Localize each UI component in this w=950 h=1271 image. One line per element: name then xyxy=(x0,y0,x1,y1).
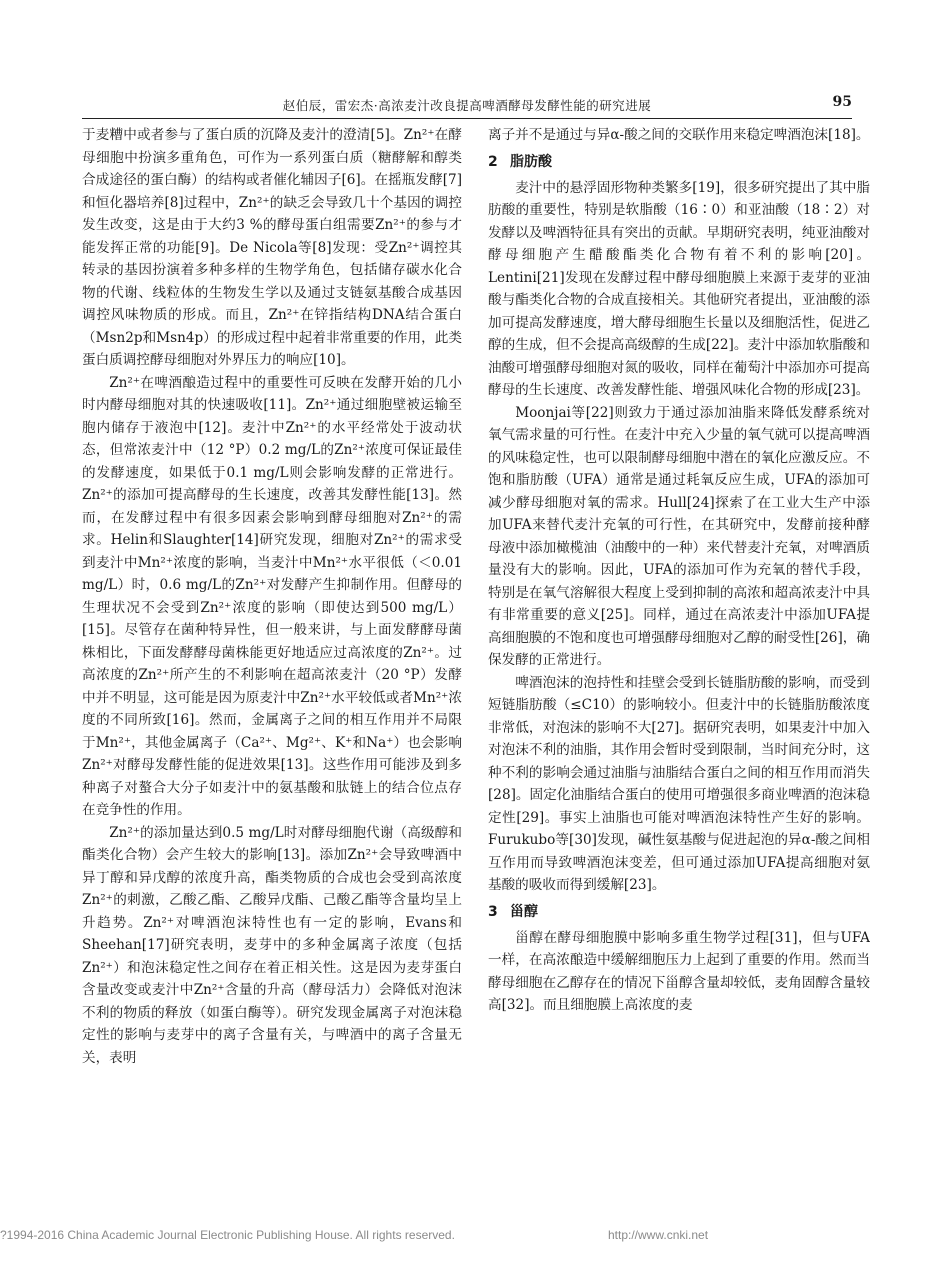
paragraph: 离子并不是通过与异α-酸之间的交联作用来稳定啤酒泡沫[18]。 xyxy=(488,127,870,143)
paragraph: Zn²⁺的添加量达到0.5 mg/L时对酵母细胞代谢（高级醇和酯类化合物）会产生较大的影响[13]。添加Zn²⁺会导致啤酒中异丁醇和异戊醇的浓度升高，酯类物质的合成也会受到高浓度Zn²⁺的刺激，乙酸乙酯、乙酸异戊酯、己酸乙酯等含量均呈上升趋势。Zn²⁺对啤酒泡沫特性也有一定的影响，Evans和Sheehan[17]研究表明，麦芽中的多种金属离子浓度（包括Zn²⁺）和泡沫稳定性之间存在着正相关性。这是因为麦芽蛋白含量改变或麦汁中Zn²⁺含量的升高（酵母活力）会降低对泡沫不利的物质的释放（如蛋白酶等）。研究发现金属离子对泡沫稳定性的影响与麦芽中的离子含量有关，与啤酒中的离子含量无关，表明 xyxy=(82,824,462,1066)
paragraph: Moonjai等[22]则致力于通过添加油脂来降低发酵系统对氧气需求量的可行性。在麦汁中充入少量的氧气就可以提高啤酒的风味稳定性，也可以限制酵母细胞中潜在的氧化应激反应。不饱和脂肪酸（UFA）通常是通过耗氧反应生成，UFA的添加可减少酵母细胞对氧的需求。Hull[24]探索了在工业大生产中添加UFA来替代麦汁充氧的可行性，在其研究中，发酵前接种酵母液中添加橄榄油（油酸中的一种）来代替麦汁充氧，对啤酒质量没有大的影响。因此，UFA的添加可作为充氧的替代手段，特别是在氧气溶解很大程度上受到抑制的高浓和超高浓麦汁中具有非常重要的意义[25]。同样，通过在高浓麦汁中添加UFA提高细胞膜的不饱和度也可增强酵母细胞对乙醇的耐受性[26]，确保发酵的正常进行。 xyxy=(488,404,870,668)
left-column xyxy=(82,124,462,1204)
footer-url: http://www.cnki.net xyxy=(608,1228,709,1242)
paragraph: 啤酒泡沫的泡持性和挂壁会受到长链脂肪酸的影响，而受到短链脂肪酸（≤C10）的影响较小。但麦汁中的长链脂肪酸浓度非常低，对泡沫的影响不大[27]。据研究表明，如果麦汁中加入对泡沫不利的油脂，其作用会暂时受到限制，当时间充分时，这种不利的影响会通过油脂与油脂结合蛋白之间的相互作用而消失[28]。固定化油脂结合蛋白的使用可增强很多商业啤酒的泡沫稳定性[29]。事实上油脂也可能对啤酒泡沫特性产生好的影响。Furukubo等[30]发现，碱性氨基酸与促进起泡的异α-酸之间相互作用而导致啤酒泡沫变差，但可通过添加UFA提高细胞对氨基酸的吸收而得到缓解[23]。 xyxy=(488,674,870,893)
paragraph: 麦汁中的悬浮固形物种类繁多[19]，很多研究提出了其中脂肪酸的重要性，特别是软脂酸（16∶0）和亚油酸（18∶2）对发酵以及啤酒特征具有突出的贡献。早期研究表明，纯亚油酸对酵母细胞产生醋酸酯类化合物有着不利的影响[20]。Lentini[21]发现在发酵过程中酵母细胞膜上来源于麦芽的亚油酸与酯类化合物的合成直接相关。其他研究者提出，亚油酸的添加可提高发酵速度，增大酵母细胞生长量以及细胞活性，促进乙醇的生成，但不会提高高级醇的生成[22]。麦汁中添加软脂酸和油酸可增强酵母细胞对氮的吸收，同样在葡萄汁中添加亦可提高酵母的生长速度、改善发酵性能、增强风味化合物的形成[23]。 xyxy=(488,179,870,398)
section-heading-sterols xyxy=(488,901,870,923)
copyright-notice: ?1994-2016 China Academic Journal Electronic Publishing House. All rights reserved. xyxy=(0,1228,455,1242)
section-title: 甾醇 xyxy=(510,903,538,920)
right-column xyxy=(488,124,870,1204)
section-number: 3 xyxy=(488,903,498,920)
page-number: 95 xyxy=(832,94,852,110)
paragraph: 于麦糟中或者参与了蛋白质的沉降及麦汁的澄清[5]。Zn²⁺在酵母细胞中扮演多重角色，可作为一系列蛋白质（糖酵解和醇类合成途径的蛋白酶）的结构或者催化辅因子[6]。在摇瓶发酵[7]和恒化器培养[8]过程中，Zn²⁺的缺乏会导致几十个基因的调控发生改变，这是由于大约3 %的酵母蛋白组需要Zn²⁺的参与才能发挥正常的功能[9]。De Nicola等[8]发现：受Zn²⁺调控其转录的基因扮演着多种多样的生物学角色，包括储存碳水化合物的代谢、线粒体的生物发生学以及通过支链氨基酸合成基因调控风味物质的形成。而且，Zn²⁺在锌指结构DNA结合蛋白（Msn2p和Msn4p）的形成过程中起着非常重要的作用，此类蛋白质调控酵母细胞对外界压力的响应[10]。 xyxy=(82,127,462,368)
section-heading-fatty-acids xyxy=(488,151,870,173)
section-number: 2 xyxy=(488,153,498,170)
running-header xyxy=(82,94,852,119)
paragraph: Zn²⁺在啤酒酿造过程中的重要性可反映在发酵开始的几小时内酵母细胞对其的快速吸收[11]。Zn²⁺通过细胞壁被运输至胞内储存于液泡中[12]。麦汁中Zn²⁺的水平经常处于波动状态，但常浓麦汁中（12 °P）0.2 mg/L的Zn²⁺浓度可保证最佳的发酵速度，如果低于0.1 mg/L则会影响发酵的正常进行。Zn²⁺的添加可提高酵母的生长速度，改善其发酵性能[13]。然而，在发酵过程中有很多因素会影响到酵母细胞对Zn²⁺的需求。Helin和Slaughter[14]研究发现，细胞对Zn²⁺的需求受到麦汁中Mn²⁺浓度的影响，当麦汁中Mn²⁺水平很低（＜0.01 mg/L）时，0.6 mg/L的Zn²⁺对发酵产生抑制作用。但酵母的生理状况不会受到Zn²⁺浓度的影响（即使达到500 mg/L）[15]。尽管存在菌种特异性，但一般来讲，与上面发酵酵母菌株相比，下面发酵酵母菌株能更好地适应过高浓度的Zn²⁺。过高浓度的Zn²⁺所产生的不利影响在超高浓麦汁（20 °P）发酵中并不明显，这可能是因为原麦汁中Zn²⁺水平较低或者Mn²⁺浓度的不同所致[16]。然而，金属离子之间的相互作用并不局限于Mn²⁺，其他金属离子（Ca²⁺、Mg²⁺、K⁺和Na⁺）也会影响Zn²⁺对酵母发酵性能的促进效果[13]。这些作用可能涉及到多种离子对螯合大分子如麦汁中的氨基酸和肽链上的结合位点存在竞争性的作用。 xyxy=(82,374,462,818)
paragraph: 甾醇在酵母细胞膜中影响多重生物学过程[31]，但与UFA一样，在高浓酿造中缓解细胞压力上起到了重要的作用。然而当酵母细胞在乙醇存在的情况下甾醇含量却较低，麦角固醇含量较高[32]。而且细胞膜上高浓度的麦 xyxy=(488,929,870,1013)
section-title: 脂肪酸 xyxy=(510,153,552,170)
running-title: 赵伯辰，雷宏杰·高浓麦汁改良提高啤酒酵母发酵性能的研究进展 xyxy=(282,98,652,113)
